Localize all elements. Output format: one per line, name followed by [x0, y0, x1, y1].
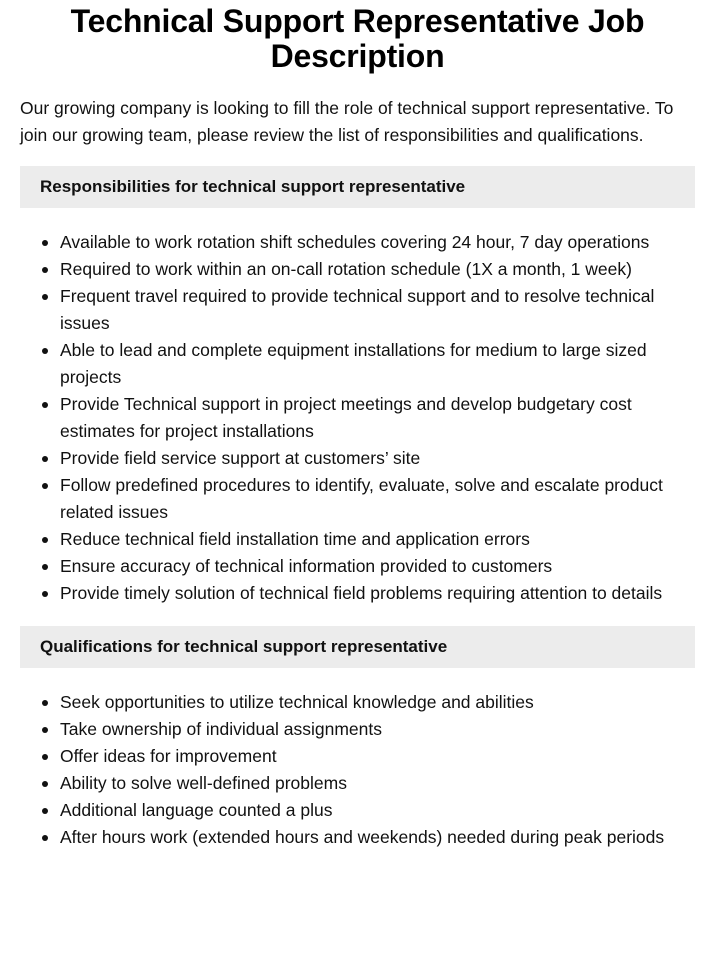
responsibilities-list: [20, 229, 695, 607]
list-item: Required to work within an on-call rotation schedule (1X a month, 1 week): [60, 256, 695, 283]
list-item: Ensure accuracy of technical information provided to customers: [60, 553, 695, 580]
responsibilities-heading: Responsibilities for technical support representative: [20, 166, 695, 208]
list-item: Provide field service support at customers’ site: [60, 445, 695, 472]
list-item: Take ownership of individual assignments: [60, 716, 695, 743]
list-item: Able to lead and complete equipment installations for medium to large sized projects: [60, 337, 695, 391]
list-item: Provide Technical support in project meetings and develop budgetary cost estimates for project installations: [60, 391, 695, 445]
list-item: Frequent travel required to provide technical support and to resolve technical issues: [60, 283, 695, 337]
list-item: Additional language counted a plus: [60, 797, 695, 824]
list-item: Reduce technical field installation time and application errors: [60, 526, 695, 553]
intro-paragraph: Our growing company is looking to fill the role of technical support representative. To join our growing team, please review the list of responsibilities and qualifications.: [20, 98, 674, 145]
list-item: Offer ideas for improvement: [60, 743, 695, 770]
list-item: Follow predefined procedures to identify, evaluate, solve and escalate product related issues: [60, 472, 695, 526]
qualifications-list: [20, 689, 695, 851]
list-item: After hours work (extended hours and weekends) needed during peak periods: [60, 824, 695, 851]
list-item: Provide timely solution of technical field problems requiring attention to details: [60, 580, 695, 607]
qualifications-heading: Qualifications for technical support representative: [20, 626, 695, 668]
page-title: Technical Support Representative Job Description: [70, 3, 645, 74]
list-item: Seek opportunities to utilize technical knowledge and abilities: [60, 689, 695, 716]
list-item: Ability to solve well-defined problems: [60, 770, 695, 797]
list-item: Available to work rotation shift schedules covering 24 hour, 7 day operations: [60, 229, 695, 256]
